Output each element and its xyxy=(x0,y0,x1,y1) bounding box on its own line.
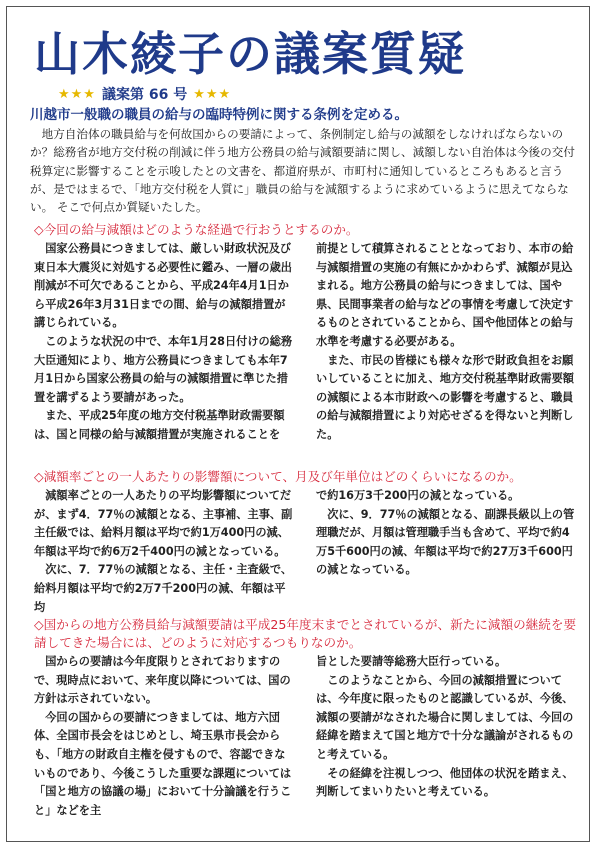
paragraph: 国からの要請は今年度限りとされておりますので、現時点において、来年度以降については、国の方針は示されていない。 xyxy=(34,655,291,706)
paragraph: また、平成25年度の地方交付税基準財政需要額は、国と同様の給与減額措置が実施されることを xyxy=(34,409,285,441)
paragraph: 今回の国からの要請につきましては、地方六団体、全国市長会をはじめとし、埼玉県市長会からも、「地方の財政自主権を侵すもので、容認できないものであり、今後こうした重要な課題については「国と地方の協議の場」において十分論議を行うこと」などを主 xyxy=(34,710,292,817)
question-1: ◇今回の給与減額はどのような経過で行おうとするのか。 xyxy=(34,222,359,237)
topic-heading: 川越市一般職の職員の給与の臨時特例に関する条例を定める。 xyxy=(30,107,408,123)
bill-number: 議案第 66 号 xyxy=(101,87,188,103)
intro-paragraph: 地方自治体の職員給与を何故国からの要請によって、条例制定し給与の減額をしなければならないのか？総務省が地方交付税の削減に伴う地方公務員の給与減額要請に関し、減額しない自治体は今後の交付税算定に影響することを示唆したとの文書を、都道府県が、市町村に通知しているところもあると言うが、是ではまるで、「地方交付税を人質に」職員の給与を減額するように求めているように思えてならない。 そこで何点か質疑いたした。 xyxy=(30,127,575,215)
answer-3-right xyxy=(316,653,578,802)
paragraph: 減額率ごとの一人あたりの平均影響額についてだが、まず4．77％の減額となる、主事補、主事、副主任級では、給料月額は平均で約1万400円の減、年額は平均で約6万2千400円の減となっている。 xyxy=(34,489,293,558)
paragraph: で約16万3千200円の減となっている。 xyxy=(316,489,520,502)
paragraph: 次に、9．77％の減額となる、副課長級以上の管理職だが、月額は管理職手当も含めて、平均で約4万5千600円の減、年額は平均で約27万3千600円の減となっている。 xyxy=(316,507,575,577)
paragraph: このようなことから、今回の減額措置については、今年度に限ったものと認識しているが、今後、減額の要請がなされた場合に関しましては、今回の経緯を踏まえて国と地方で十分な議論がされるものと考えている。 xyxy=(316,673,574,761)
paragraph: その経緯を注視しつつ、他団体の状況を踏まえ、判断してまいりたいと考えている。 xyxy=(316,766,574,799)
paragraph: 次に、7．77％の減額となる、主任・主査級で、給料月額は平均で約2万7千200円の減、年額は平均 xyxy=(34,563,293,614)
paragraph: このような状況の中で、本年1月28日付けの総務大臣通知により、地方公務員につきましても本年7月1日から国家公務員の給与の減額措置に準じた措置を講ずるよう要請があった。 xyxy=(34,334,293,404)
paragraph: 前提として積算されることとなっており、本市の給与減額措置の実施の有無にかかわらず、減額が見込まれる。地方公務員の給与につきましては、国や県、民間事業者の給与などの事情を考慮して決定するものとされていることから、国や他団体との給与水準を考慮する必要がある。 xyxy=(316,242,574,348)
answer-2-left xyxy=(34,487,294,617)
paragraph: また、市民の皆様にも様々な形で財政負担をお願いしていることに加え、地方交付税基準財政需要額の減額による本市財政への影響を考慮すると、職員の給与減額措置により対応せざるを得ないと判断した。 xyxy=(316,353,574,441)
question-3: ◇国からの地方公務員給与減額要請は平成25年度末までとされているが、新たに減額の継続を要請してきた場合には、どのように対応するつもりなのか。 xyxy=(34,617,577,650)
stars-left: ★★★ xyxy=(58,86,96,102)
answer-1-left xyxy=(34,240,294,445)
stars-right: ★★★ xyxy=(193,86,232,102)
paragraph: 国家公務員につきましては、厳しい財政状況及び東日本大震災に対処する必要性に鑑み、一層の歳出削減が不可欠であることから、平成24年4月1日から平成26年3月31日までの間、給与の減額措置が講じられている。 xyxy=(34,242,292,330)
answer-1-right xyxy=(316,240,578,445)
question-2: ◇減額率ごとの一人あたりの影響額について、月及び年単位はどのくらいになるのか。 xyxy=(34,469,522,484)
answer-3-left xyxy=(34,653,294,820)
page-title: 山木綾子の議案質疑 xyxy=(34,27,466,81)
paragraph: 旨とした要請等総務大臣行っている。 xyxy=(316,655,507,668)
answer-2-right xyxy=(316,487,578,580)
bill-number-row xyxy=(58,85,231,103)
